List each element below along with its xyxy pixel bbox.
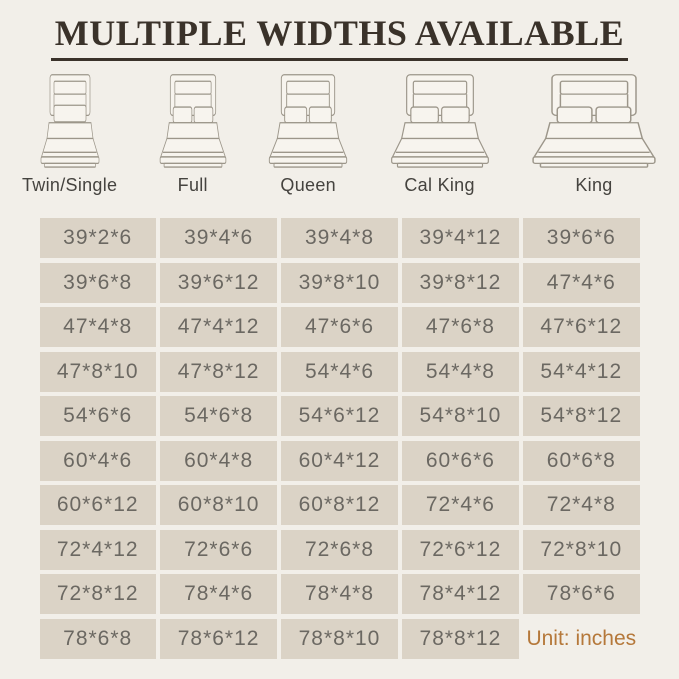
bed-icon: [40, 72, 100, 168]
size-cell: 72*6*12: [402, 530, 518, 570]
size-cell: 72*8*12: [40, 574, 156, 614]
bed-types-row: [0, 74, 679, 196]
bed-icon: [268, 72, 348, 168]
bed-icon: [531, 72, 657, 168]
bed-figure-full: [159, 72, 227, 196]
size-cell: 60*4*12: [281, 441, 397, 481]
size-cell: 54*8*10: [402, 396, 518, 436]
size-cell: 72*4*6: [402, 485, 518, 525]
size-cell: 47*8*12: [160, 352, 276, 392]
size-cell: 39*6*12: [160, 263, 276, 303]
size-cell: 39*6*8: [40, 263, 156, 303]
size-cell: 39*2*6: [40, 218, 156, 258]
size-cell: 39*4*6: [160, 218, 276, 258]
size-cell: 54*6*8: [160, 396, 276, 436]
bed-figure-twin-single: [22, 72, 117, 196]
size-cell: 78*6*6: [523, 574, 639, 614]
size-cell: 39*4*8: [281, 218, 397, 258]
size-cell: 78*6*12: [160, 619, 276, 659]
bed-figure-queen: [268, 72, 348, 196]
size-cell: 60*6*12: [40, 485, 156, 525]
size-cell: 72*4*8: [523, 485, 639, 525]
size-cell: 39*8*12: [402, 263, 518, 303]
bed-label: Twin/Single: [22, 175, 118, 196]
size-cell: 47*4*12: [160, 307, 276, 347]
size-cell: 47*6*6: [281, 307, 397, 347]
size-cell: 47*4*8: [40, 307, 156, 347]
page-title: MULTIPLE WIDTHS AVAILABLE: [51, 13, 628, 61]
size-cell: 78*8*12: [402, 619, 518, 659]
bed-figure-cal-king: [390, 72, 490, 196]
size-cell: 47*4*6: [523, 263, 639, 303]
size-cell: 39*8*10: [281, 263, 397, 303]
size-cell: 60*4*6: [40, 441, 156, 481]
size-grid: [40, 218, 640, 659]
unit-note: Unit: inches: [526, 626, 637, 650]
size-cell: 54*4*6: [281, 352, 397, 392]
size-cell: 60*6*6: [402, 441, 518, 481]
size-cell: 47*6*12: [523, 307, 639, 347]
size-cell: 72*4*12: [40, 530, 156, 570]
size-cell: 47*8*10: [40, 352, 156, 392]
size-cell: 54*8*12: [523, 396, 639, 436]
size-cell: 78*8*10: [281, 619, 397, 659]
size-cell: 60*8*10: [160, 485, 276, 525]
title-wrap: [0, 13, 679, 61]
bed-label: Cal King: [404, 175, 475, 196]
size-cell: 72*6*8: [281, 530, 397, 570]
size-cell: 78*4*12: [402, 574, 518, 614]
size-cell: 47*6*8: [402, 307, 518, 347]
size-cell: 78*6*8: [40, 619, 156, 659]
size-cell: 54*4*12: [523, 352, 639, 392]
size-cell: 78*4*6: [160, 574, 276, 614]
size-cell: 60*4*8: [160, 441, 276, 481]
size-cell: 54*6*6: [40, 396, 156, 436]
size-cell: 78*4*8: [281, 574, 397, 614]
size-cell: 39*6*6: [523, 218, 639, 258]
bed-figure-king: [531, 72, 657, 196]
size-cell: 60*8*12: [281, 485, 397, 525]
bed-icon: [390, 72, 490, 168]
bed-icon: [159, 72, 227, 168]
size-cell: 54*4*8: [402, 352, 518, 392]
size-cell: 39*4*12: [402, 218, 518, 258]
size-cell: 60*6*8: [523, 441, 639, 481]
size-cell: 72*6*6: [160, 530, 276, 570]
bed-label: Queen: [280, 175, 336, 196]
bed-label: King: [575, 175, 613, 196]
bed-label: Full: [177, 175, 208, 196]
size-cell: 54*6*12: [281, 396, 397, 436]
size-cell: 72*8*10: [523, 530, 639, 570]
